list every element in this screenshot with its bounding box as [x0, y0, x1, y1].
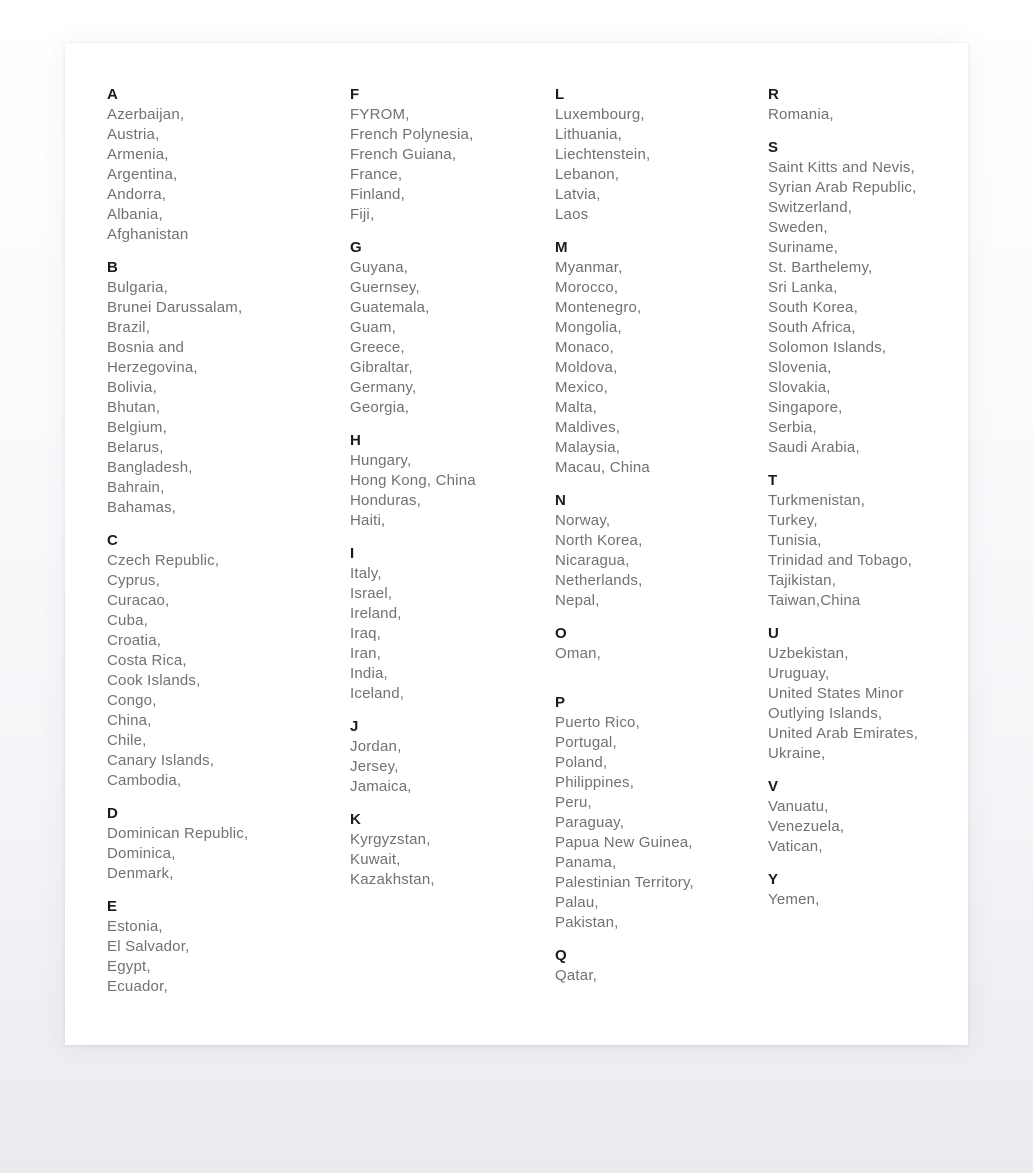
country-item: Liechtenstein,: [555, 146, 651, 163]
section-letter-heading: T: [768, 472, 778, 489]
country-item: Sweden,: [768, 219, 828, 236]
country-item: Pakistan,: [555, 914, 619, 931]
section-letter-heading: M: [555, 239, 569, 256]
country-item: Panama,: [555, 854, 617, 871]
country-item: Canary Islands,: [107, 752, 215, 769]
country-list: [555, 105, 768, 225]
country-item: El Salvador,: [107, 938, 190, 955]
letter-section: [107, 897, 350, 997]
country-item: Iraq,: [350, 625, 382, 642]
country-item: Myanmar,: [555, 259, 623, 276]
letter-section: [107, 258, 350, 518]
country-item: Finland,: [350, 186, 405, 203]
country-item: Andorra,: [107, 186, 167, 203]
letter-section: [350, 717, 555, 797]
country-item: Greece,: [350, 339, 405, 356]
country-list: [350, 564, 555, 704]
country-item: Croatia,: [107, 632, 162, 649]
section-letter-heading: O: [555, 625, 568, 642]
country-item: Bolivia,: [107, 379, 157, 396]
country-item: Bahrain,: [107, 479, 165, 496]
letter-section: [768, 624, 938, 764]
country-item: Slovakia,: [768, 379, 831, 396]
country-item: French Guiana,: [350, 146, 457, 163]
country-item: Turkey,: [768, 512, 818, 529]
country-item: Portugal,: [555, 734, 617, 751]
country-list: [555, 644, 768, 664]
country-item: Switzerland,: [768, 199, 853, 216]
country-item: Ecuador,: [107, 978, 168, 995]
country-item: Argentina,: [107, 166, 178, 183]
section-letter-heading: P: [555, 694, 566, 711]
country-item: Nicaragua,: [555, 552, 630, 569]
country-item: Nepal,: [555, 592, 600, 609]
country-item: Gibraltar,: [350, 359, 413, 376]
country-item: Hong Kong, China: [350, 472, 476, 489]
country-item: Lithuania,: [555, 126, 623, 143]
country-item: St. Barthelemy,: [768, 259, 873, 276]
country-item: Morocco,: [555, 279, 619, 296]
section-letter-heading: N: [555, 492, 567, 509]
letter-section: [555, 238, 768, 478]
country-item: Macau, China: [555, 459, 650, 476]
country-item: France,: [350, 166, 403, 183]
country-item: Belarus,: [107, 439, 164, 456]
country-item: Curacao,: [107, 592, 170, 609]
section-letter-heading: U: [768, 625, 780, 642]
country-list: [350, 830, 555, 890]
country-item: Austria,: [107, 126, 160, 143]
country-item: Honduras,: [350, 492, 422, 509]
letter-section: [107, 85, 350, 245]
country-list: [555, 966, 768, 986]
letter-section: [350, 544, 555, 704]
country-item: Luxembourg,: [555, 106, 645, 123]
country-item: Saudi Arabia,: [768, 439, 860, 456]
country-list: [350, 451, 555, 531]
country-item: Jersey,: [350, 758, 399, 775]
directory-column: [350, 85, 555, 890]
directory-column: [768, 85, 938, 910]
letter-section: [768, 138, 938, 458]
country-item: Solomon Islands,: [768, 339, 887, 356]
country-item: China,: [107, 712, 152, 729]
country-item: Cyprus,: [107, 572, 161, 589]
country-list: [107, 551, 350, 791]
section-letter-heading: C: [107, 532, 119, 549]
country-item: Trinidad and Tobago,: [768, 552, 913, 569]
section-letter-heading: H: [350, 432, 362, 449]
section-letter-heading: A: [107, 86, 119, 103]
country-item: Qatar,: [555, 967, 598, 984]
country-list: [555, 258, 768, 478]
country-item: Papua New Guinea,: [555, 834, 693, 851]
country-item: Mexico,: [555, 379, 609, 396]
country-item: Singapore,: [768, 399, 843, 416]
letter-section: [350, 85, 555, 225]
country-list: [768, 158, 938, 458]
country-item: Ukraine,: [768, 745, 826, 762]
letter-section: [107, 531, 350, 791]
country-item: Dominican Republic,: [107, 825, 249, 842]
country-item: Ireland,: [350, 605, 402, 622]
country-item: Jamaica,: [350, 778, 412, 795]
country-item: Uruguay,: [768, 665, 830, 682]
country-item: Saint Kitts and Nevis,: [768, 159, 915, 176]
country-item: Azerbaijan,: [107, 106, 185, 123]
letter-section: [768, 777, 938, 857]
country-list: [350, 258, 555, 418]
country-item: Guam,: [350, 319, 397, 336]
country-item: Moldova,: [555, 359, 618, 376]
letter-section: [768, 471, 938, 611]
section-letter-heading: E: [107, 898, 118, 915]
section-letter-heading: J: [350, 718, 359, 735]
section-letter-heading: V: [768, 778, 779, 795]
letter-section: [555, 491, 768, 611]
section-letter-heading: L: [555, 86, 565, 103]
letter-section: [768, 85, 938, 125]
country-item: French Polynesia,: [350, 126, 474, 143]
country-item: Bhutan,: [107, 399, 161, 416]
letter-section: [107, 804, 350, 884]
country-item: Montenegro,: [555, 299, 642, 316]
country-item: Cook Islands,: [107, 672, 201, 689]
section-letter-heading: D: [107, 805, 119, 822]
country-item: Italy,: [350, 565, 382, 582]
country-item: FYROM,: [350, 106, 410, 123]
country-item: Jordan,: [350, 738, 402, 755]
country-item: Laos: [555, 206, 589, 223]
country-item: Oman,: [555, 645, 602, 662]
directory-column: [555, 85, 768, 986]
country-item: Hungary,: [350, 452, 412, 469]
country-item: Iran,: [350, 645, 382, 662]
country-list: [107, 824, 350, 884]
country-item: Philippines,: [555, 774, 635, 791]
country-item: Palau,: [555, 894, 599, 911]
country-item: United States Minor Outlying Islands,: [768, 685, 904, 722]
country-item: Chile,: [107, 732, 147, 749]
country-item: Egypt,: [107, 958, 151, 975]
directory-column: [107, 85, 350, 997]
country-item: South Africa,: [768, 319, 856, 336]
country-item: Bahamas,: [107, 499, 177, 516]
country-list: [350, 105, 555, 225]
letter-section: [350, 431, 555, 531]
country-item: Kazakhstan,: [350, 871, 435, 888]
section-letter-heading: R: [768, 86, 780, 103]
letter-section: [555, 624, 768, 664]
country-item: Monaco,: [555, 339, 614, 356]
country-list: [107, 105, 350, 245]
section-letter-heading: G: [350, 239, 363, 256]
country-item: Serbia,: [768, 419, 817, 436]
country-item: India,: [350, 665, 388, 682]
page-background: [0, 43, 1033, 1045]
country-list: [107, 917, 350, 997]
countries-card: [65, 43, 968, 1045]
country-item: Cuba,: [107, 612, 149, 629]
country-list: [768, 105, 938, 125]
country-item: Venezuela,: [768, 818, 845, 835]
country-list: [768, 491, 938, 611]
country-item: Bosnia and Herzegovina,: [107, 339, 198, 376]
letter-section: [555, 85, 768, 225]
country-item: Denmark,: [107, 865, 174, 882]
country-item: Armenia,: [107, 146, 169, 163]
country-item: Israel,: [350, 585, 393, 602]
country-item: Poland,: [555, 754, 608, 771]
country-item: Suriname,: [768, 239, 839, 256]
country-item: Sri Lanka,: [768, 279, 838, 296]
country-item: Romania,: [768, 106, 834, 123]
country-item: Kyrgyzstan,: [350, 831, 431, 848]
country-item: Congo,: [107, 692, 157, 709]
letter-section: [350, 238, 555, 418]
country-item: Afghanistan: [107, 226, 189, 243]
country-item: Puerto Rico,: [555, 714, 640, 731]
country-item: Norway,: [555, 512, 611, 529]
letter-section: [555, 693, 768, 933]
country-list: [768, 797, 938, 857]
country-list: [107, 278, 350, 518]
country-item: Bulgaria,: [107, 279, 169, 296]
country-item: Brazil,: [107, 319, 151, 336]
country-item: Guatemala,: [350, 299, 430, 316]
country-item: Latvia,: [555, 186, 601, 203]
country-item: Czech Republic,: [107, 552, 220, 569]
country-list: [350, 737, 555, 797]
section-letter-heading: Y: [768, 871, 779, 888]
country-item: United Arab Emirates,: [768, 725, 919, 742]
country-item: Kuwait,: [350, 851, 401, 868]
country-item: Fiji,: [350, 206, 375, 223]
letter-section: [768, 870, 938, 910]
letter-section: [350, 810, 555, 890]
country-item: Georgia,: [350, 399, 410, 416]
country-item: Albania,: [107, 206, 163, 223]
country-item: Peru,: [555, 794, 592, 811]
country-item: Netherlands,: [555, 572, 643, 589]
country-item: South Korea,: [768, 299, 858, 316]
country-item: Bangladesh,: [107, 459, 193, 476]
country-item: Slovenia,: [768, 359, 832, 376]
country-item: Palestinian Territory,: [555, 874, 694, 891]
country-item: Syrian Arab Republic,: [768, 179, 917, 196]
country-item: Paraguay,: [555, 814, 625, 831]
country-item: Costa Rica,: [107, 652, 187, 669]
country-item: Tajikistan,: [768, 572, 837, 589]
country-item: Germany,: [350, 379, 417, 396]
country-item: Uzbekistan,: [768, 645, 849, 662]
country-item: Belgium,: [107, 419, 167, 436]
country-item: Estonia,: [107, 918, 163, 935]
country-item: Guernsey,: [350, 279, 420, 296]
section-letter-heading: F: [350, 86, 360, 103]
country-item: Taiwan,China: [768, 592, 861, 609]
letter-section: [555, 946, 768, 986]
section-letter-heading: Q: [555, 947, 568, 964]
country-item: Malaysia,: [555, 439, 621, 456]
country-item: Cambodia,: [107, 772, 182, 789]
section-letter-heading: K: [350, 811, 362, 828]
country-item: Turkmenistan,: [768, 492, 866, 509]
country-item: Haiti,: [350, 512, 386, 529]
country-item: Brunei Darussalam,: [107, 299, 243, 316]
country-item: Tunisia,: [768, 532, 822, 549]
country-item: Lebanon,: [555, 166, 620, 183]
country-list: [555, 511, 768, 611]
country-item: Iceland,: [350, 685, 405, 702]
country-item: Vanuatu,: [768, 798, 829, 815]
country-item: Yemen,: [768, 891, 820, 908]
section-letter-heading: B: [107, 259, 119, 276]
section-letter-heading: I: [350, 545, 355, 562]
country-item: Malta,: [555, 399, 598, 416]
country-item: Mongolia,: [555, 319, 622, 336]
country-item: Dominica,: [107, 845, 176, 862]
section-letter-heading: S: [768, 139, 779, 156]
country-list: [555, 713, 768, 933]
country-list: [768, 644, 938, 764]
country-item: Maldives,: [555, 419, 621, 436]
country-item: Guyana,: [350, 259, 409, 276]
country-list: [768, 890, 938, 910]
country-item: North Korea,: [555, 532, 643, 549]
country-item: Vatican,: [768, 838, 823, 855]
